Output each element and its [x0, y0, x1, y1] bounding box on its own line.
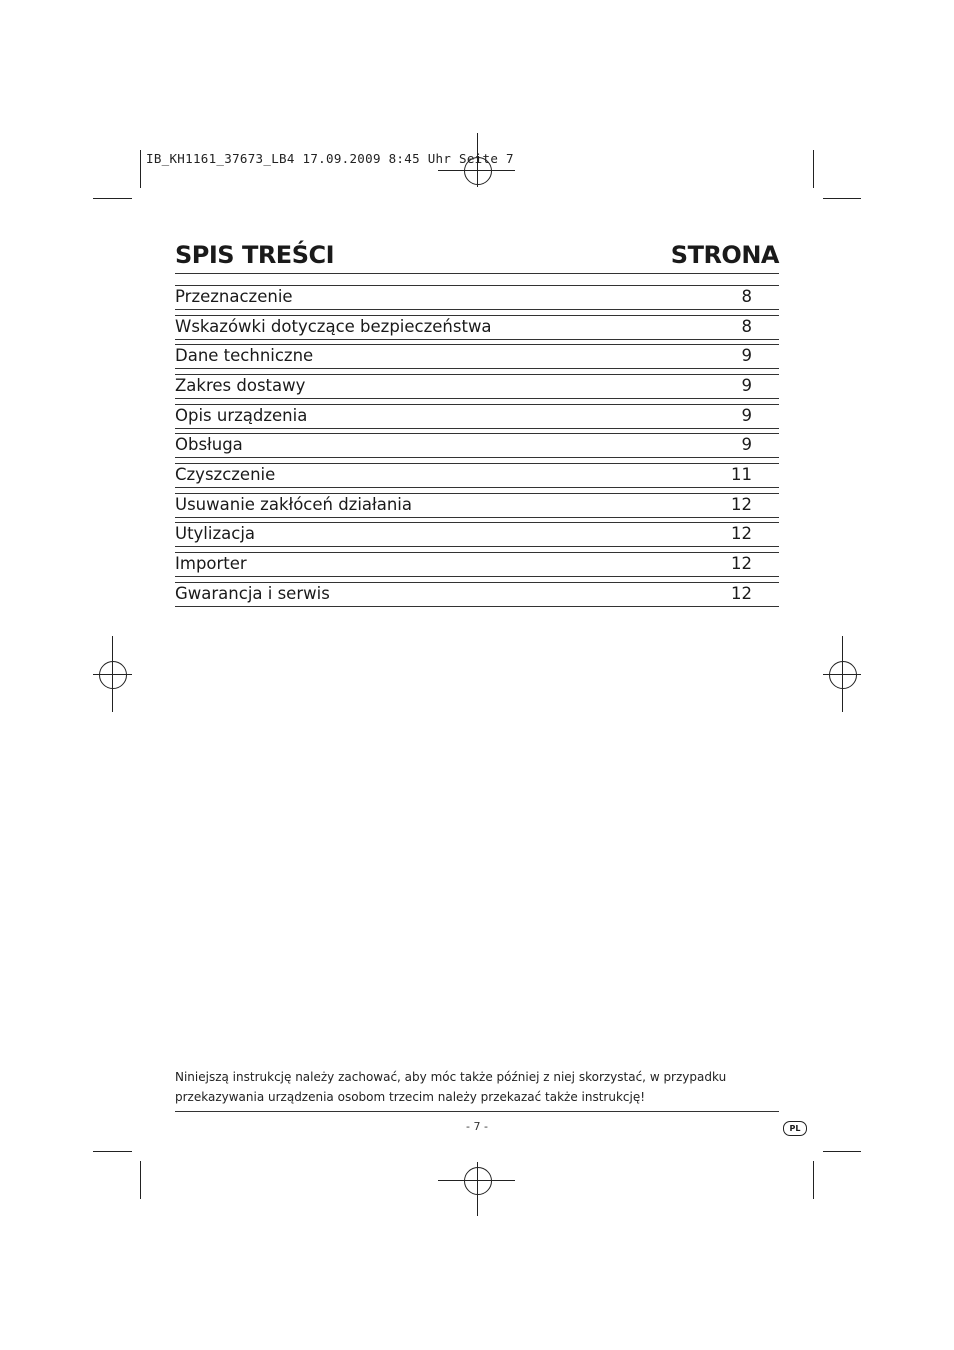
- toc-entry-page: 9: [741, 406, 752, 425]
- toc-entry: [175, 404, 779, 429]
- toc-entry: [175, 493, 779, 518]
- footer-note-line: przekazywania urządzenia osobom trzecim należy przekazać także instrukcję!: [175, 1089, 646, 1104]
- toc-entry-page: 9: [741, 435, 752, 454]
- toc-entry-title: Dane techniczne: [175, 346, 314, 365]
- toc-entry-title: Opis urządzenia: [175, 406, 308, 425]
- toc-entry-page: 8: [741, 317, 752, 336]
- toc-entry: [175, 285, 779, 310]
- registration-mark-circle: [99, 661, 127, 689]
- toc-entry-page: 9: [741, 346, 752, 365]
- toc-heading: [175, 239, 779, 274]
- toc-entry-page: 12: [731, 584, 752, 603]
- toc-entry-page: 11: [731, 465, 752, 484]
- toc-entry-page: 9: [741, 376, 752, 395]
- crop-mark: [93, 1151, 132, 1152]
- toc-entry: [175, 344, 779, 369]
- toc-entry-title: Wskazówki dotyczące bezpieczeństwa: [175, 317, 492, 336]
- language-badge: PL: [783, 1121, 807, 1136]
- crop-mark: [140, 150, 141, 188]
- crop-mark: [823, 198, 861, 199]
- footer-note-line: Niniejszą instrukcję należy zachować, aby móc także później z niej skorzystać, w przypadku: [175, 1070, 727, 1084]
- toc-entry-title: Obsługa: [175, 435, 243, 454]
- footer-note: [175, 1068, 779, 1107]
- crop-mark: [93, 198, 132, 199]
- toc-entry-title: Czyszczenie: [175, 465, 276, 484]
- toc-entry-page: 12: [731, 495, 752, 514]
- toc-entry-title: Gwarancja i serwis: [175, 584, 330, 603]
- registration-mark-circle: [829, 661, 857, 689]
- crop-mark: [813, 1161, 814, 1199]
- toc-entry-title: Zakres dostawy: [175, 376, 306, 395]
- toc-entry-title: Usuwanie zakłóceń działania: [175, 495, 412, 514]
- toc-entry-page: 12: [731, 524, 752, 543]
- print-slug: IB_KH1161_37673_LB4 17.09.2009 8:45 Uhr Seite 7: [146, 151, 514, 166]
- toc-title: SPIS TREŚCI: [175, 241, 335, 269]
- toc-entry: [175, 374, 779, 399]
- toc-entry-title: Przeznaczenie: [175, 287, 293, 306]
- toc-entry: [175, 463, 779, 488]
- toc-entry-title: Utylizacja: [175, 524, 256, 543]
- toc-entry: [175, 315, 779, 340]
- toc-entry: [175, 522, 779, 547]
- footer-divider: [175, 1111, 779, 1112]
- toc-entry: [175, 582, 779, 607]
- crop-mark: [823, 1151, 861, 1152]
- crop-mark: [140, 1161, 141, 1199]
- crop-mark: [813, 150, 814, 188]
- toc-entry-page: 8: [741, 287, 752, 306]
- registration-mark-circle: [464, 1167, 492, 1195]
- toc-entry-title: Importer: [175, 554, 247, 573]
- toc-entry: [175, 552, 779, 577]
- toc-page-column-title: STRONA: [670, 241, 779, 269]
- toc-entry: [175, 433, 779, 458]
- toc-entry-page: 12: [731, 554, 752, 573]
- page-number: - 7 -: [466, 1120, 488, 1133]
